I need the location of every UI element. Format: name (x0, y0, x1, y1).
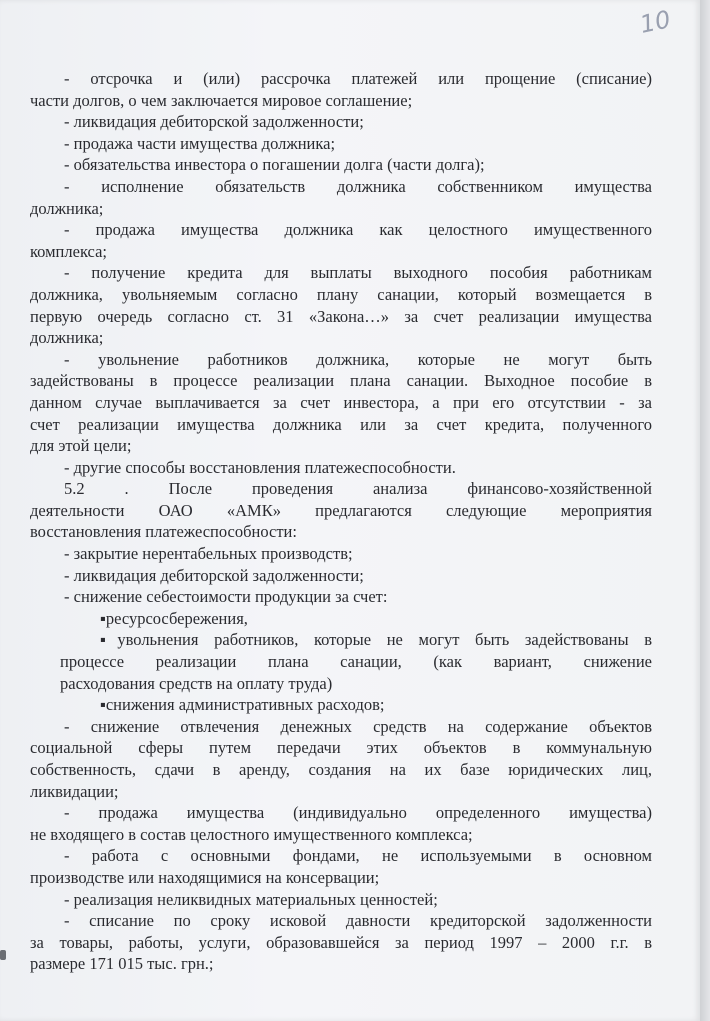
text-line: должника; (30, 328, 104, 348)
text-line: - увольнение работников должника, которые не могут быть (64, 349, 652, 369)
text-line: деятельности ОАО «АМК» предлагаются следующие мероприятия (30, 500, 652, 520)
text-line: не входящего в состав целостного имущественного комплекса; (30, 824, 473, 844)
text-line: производстве или находящимися на консервации; (30, 867, 380, 887)
text-line: - продажа имущества должника как целостного имущественного (64, 220, 652, 240)
text-line: комплекса; (30, 241, 107, 261)
text-line: - продажа имущества (индивидуально определенного имущества) (64, 803, 652, 823)
text-line: должника, увольняемым согласно плану санации, который возмещается в (30, 284, 652, 304)
text-line: ликвидации; (30, 781, 119, 801)
text-line: для этой цели; (30, 436, 132, 456)
text-line: ▪увольнения работников, которые не могут быть задействованы в (100, 630, 652, 650)
text-line: 5.2 . После проведения анализа финансово-хозяйственной (64, 479, 652, 499)
punch-hole-mark (0, 950, 6, 960)
text-line: восстановления платежеспособности: (30, 522, 297, 542)
text-line: - ликвидация дебиторской задолженности; (64, 565, 364, 585)
text-line: части долгов, о чем заключается мировое соглашение; (30, 90, 413, 110)
text-line: должника; (30, 198, 104, 218)
document-body-text (30, 68, 652, 975)
text-line: расходования средств на оплату труда) (60, 673, 333, 693)
page-edge (700, 0, 710, 1021)
text-line: - продажа части имущества должника; (64, 133, 336, 153)
text-line: - снижение отвлечения денежных средств на содержание объектов (64, 716, 652, 736)
text-line: социальной сферы путем передачи этих объектов в коммунальную (30, 738, 652, 758)
text-line: - другие способы восстановления платежеспособности. (64, 457, 456, 477)
text-line: задействованы в процессе реализации плана санации. Выходное пособие в (30, 371, 652, 391)
text-line: процессе реализации плана санации, (как вариант, снижение (60, 652, 652, 672)
text-line: собственность, сдачи в аренду, создания на их базе юридических лиц, (30, 760, 652, 779)
text-line: - обязательства инвестора о погашении долга (части долга); (64, 155, 485, 175)
text-line: ▪ресурсосбережения, (100, 608, 248, 628)
text-line: - снижение себестоимости продукции за счет: (64, 587, 388, 607)
text-line: счет реализации имущества должника или за счет кредита, полученного (30, 414, 652, 434)
text-line: размере 171 015 тыс. грн.; (30, 954, 214, 974)
text-line: - исполнение обязательств должника собственником имущества (64, 176, 652, 196)
text-line: - отсрочка и (или) рассрочка платежей или прощение (списание) (64, 69, 652, 88)
text-line: - ликвидация дебиторской задолженности; (64, 112, 364, 132)
text-line: первую очередь согласно ст. 31 «Закона…» за счет реализации имущества (30, 306, 652, 326)
text-line: данном случае выплачивается за счет инвестора, а при его отсутствии - за (30, 392, 652, 412)
text-line: - получение кредита для выплаты выходного пособия работникам (64, 263, 652, 283)
text-line: за товары, работы, услуги, образовавшейся за период 1997 – 2000 г.г. в (30, 932, 652, 952)
text-line: ▪снижения административных расходов; (100, 695, 385, 715)
handwritten-page-number: 10 (637, 5, 674, 39)
text-line: - работа с основными фондами, не используемыми в основном (64, 846, 652, 866)
text-line: - закрытие нерентабельных производств; (64, 544, 353, 564)
text-line: - списание по сроку исковой давности кредиторской задолженности (64, 911, 652, 931)
text-line: - реализация неликвидных материальных ценностей; (64, 889, 438, 909)
